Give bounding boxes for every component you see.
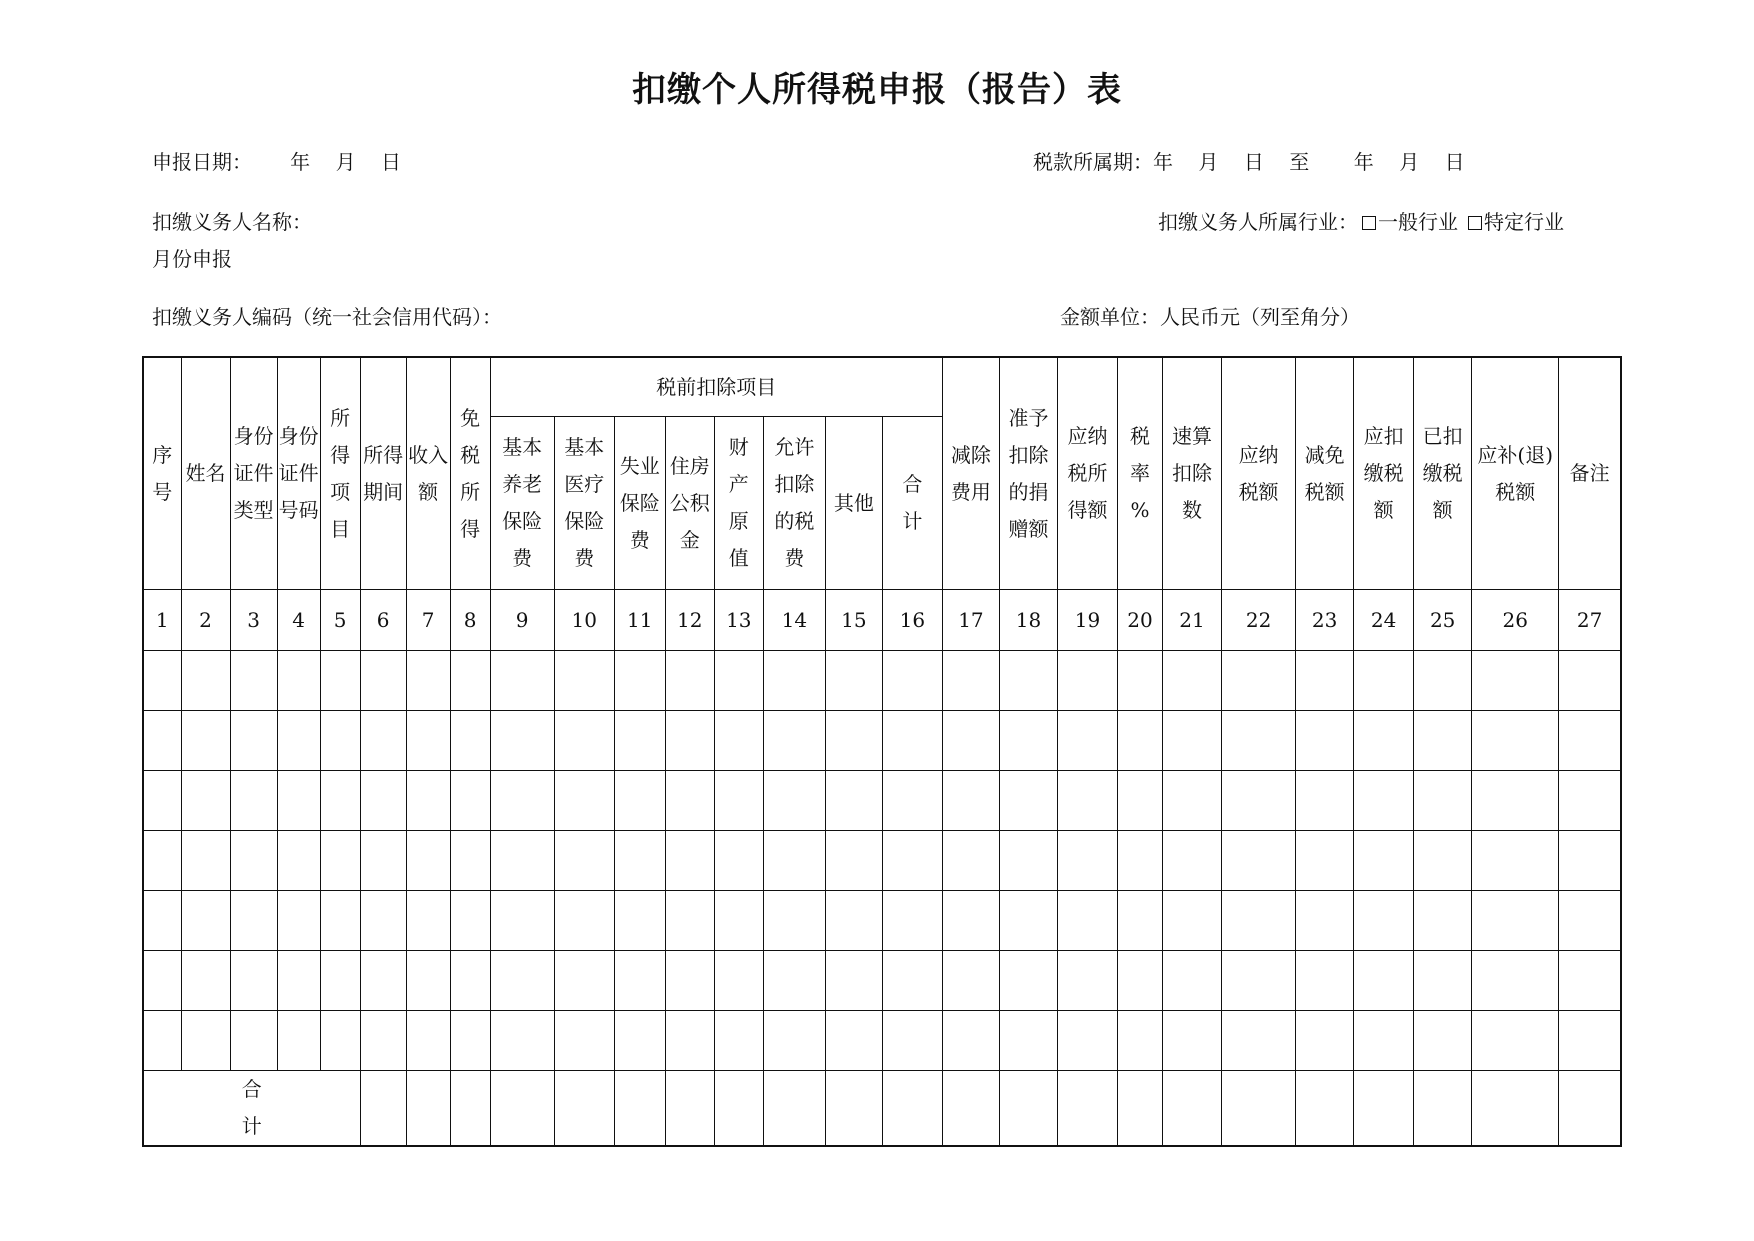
column-number: 24	[1354, 590, 1414, 651]
general-industry-checkbox[interactable]	[1362, 216, 1376, 230]
data-cell[interactable]	[490, 651, 554, 711]
data-cell[interactable]	[1414, 711, 1472, 771]
column-number: 1	[143, 590, 181, 651]
data-cell[interactable]	[360, 951, 406, 1011]
data-cell[interactable]	[1057, 1011, 1117, 1071]
data-cell[interactable]	[490, 771, 554, 831]
column-header: 序号	[143, 357, 181, 590]
data-cell[interactable]	[882, 771, 942, 831]
data-cell[interactable]	[763, 711, 825, 771]
data-cell[interactable]	[1559, 1011, 1621, 1071]
total-cell[interactable]	[882, 1071, 942, 1147]
data-cell[interactable]	[406, 891, 450, 951]
data-cell[interactable]	[143, 651, 181, 711]
data-cell[interactable]	[320, 711, 360, 771]
column-header: 速算 扣除 数	[1163, 357, 1222, 590]
data-cell[interactable]	[490, 831, 554, 891]
data-cell[interactable]	[554, 891, 614, 951]
column-number: 11	[614, 590, 665, 651]
total-cell[interactable]	[554, 1071, 614, 1147]
data-cell[interactable]	[450, 651, 490, 711]
column-number: 22	[1222, 590, 1296, 651]
data-cell[interactable]	[665, 951, 714, 1011]
data-cell[interactable]	[1222, 1011, 1296, 1071]
total-cell[interactable]	[665, 1071, 714, 1147]
data-cell[interactable]	[714, 1011, 763, 1071]
column-header: 身份 证件 号码	[277, 357, 320, 590]
data-cell[interactable]	[277, 711, 320, 771]
table-row	[143, 651, 1621, 711]
data-cell[interactable]	[490, 711, 554, 771]
data-cell[interactable]	[450, 771, 490, 831]
data-cell[interactable]	[1559, 651, 1621, 711]
data-cell[interactable]	[1472, 831, 1559, 891]
data-cell[interactable]	[277, 951, 320, 1011]
total-cell[interactable]	[1163, 1071, 1222, 1147]
data-cell[interactable]	[1472, 1011, 1559, 1071]
data-cell[interactable]	[714, 711, 763, 771]
data-cell[interactable]	[360, 651, 406, 711]
total-cell[interactable]	[763, 1071, 825, 1147]
column-number: 10	[554, 590, 614, 651]
data-cell[interactable]	[665, 891, 714, 951]
data-cell[interactable]	[1559, 891, 1621, 951]
column-header: 已扣 缴税 额	[1414, 357, 1472, 590]
column-number: 5	[320, 590, 360, 651]
data-cell[interactable]	[143, 711, 181, 771]
data-cell[interactable]	[1354, 651, 1414, 711]
data-cell[interactable]	[714, 831, 763, 891]
data-cell[interactable]	[181, 891, 230, 951]
total-cell[interactable]	[1354, 1071, 1414, 1147]
column-number: 9	[490, 590, 554, 651]
data-cell[interactable]	[1472, 771, 1559, 831]
data-cell[interactable]	[320, 891, 360, 951]
total-cell[interactable]	[1118, 1071, 1163, 1147]
data-cell[interactable]	[665, 711, 714, 771]
column-header: 基本 养老 保险 费	[490, 417, 554, 590]
data-cell[interactable]	[1222, 951, 1296, 1011]
total-cell[interactable]	[825, 1071, 882, 1147]
column-header: 应纳 税额	[1222, 357, 1296, 590]
data-cell[interactable]	[360, 891, 406, 951]
table-row	[143, 771, 1621, 831]
data-cell[interactable]	[1163, 651, 1222, 711]
data-cell[interactable]	[1222, 771, 1296, 831]
data-cell[interactable]	[1472, 891, 1559, 951]
data-cell[interactable]	[825, 1011, 882, 1071]
data-cell[interactable]	[1118, 651, 1163, 711]
column-header: 应纳 税所 得额	[1057, 357, 1117, 590]
total-cell[interactable]	[614, 1071, 665, 1147]
data-cell[interactable]	[763, 651, 825, 711]
data-cell[interactable]	[665, 831, 714, 891]
data-cell[interactable]	[277, 651, 320, 711]
column-header: 合 计	[882, 417, 942, 590]
column-number: 19	[1057, 590, 1117, 651]
general-industry-label: 一般行业	[1378, 210, 1458, 234]
data-cell[interactable]	[999, 891, 1057, 951]
data-cell[interactable]	[1222, 651, 1296, 711]
column-number: 12	[665, 590, 714, 651]
monthly-declare-label: 月份申报	[152, 247, 232, 271]
data-cell[interactable]	[554, 831, 614, 891]
column-number: 8	[450, 590, 490, 651]
data-cell[interactable]	[1163, 1011, 1222, 1071]
data-cell[interactable]	[1414, 1011, 1472, 1071]
data-cell[interactable]	[999, 651, 1057, 711]
data-cell[interactable]	[942, 651, 999, 711]
data-cell[interactable]	[360, 771, 406, 831]
special-industry-checkbox[interactable]	[1468, 216, 1482, 230]
data-cell[interactable]	[1296, 711, 1354, 771]
data-cell[interactable]	[360, 1011, 406, 1071]
data-cell[interactable]	[882, 651, 942, 711]
data-cell[interactable]	[825, 651, 882, 711]
column-number: 13	[714, 590, 763, 651]
column-number: 14	[763, 590, 825, 651]
data-cell[interactable]	[406, 771, 450, 831]
data-cell[interactable]	[1354, 951, 1414, 1011]
column-number: 23	[1296, 590, 1354, 651]
column-header: 免 税 所 得	[450, 357, 490, 590]
column-header: 允许 扣除 的税 费	[763, 417, 825, 590]
data-cell[interactable]	[1118, 771, 1163, 831]
data-cell[interactable]	[825, 831, 882, 891]
data-cell[interactable]	[825, 711, 882, 771]
total-cell[interactable]	[406, 1071, 450, 1147]
table-row	[143, 951, 1621, 1011]
data-cell[interactable]	[450, 951, 490, 1011]
column-header: 备注	[1559, 357, 1621, 590]
column-header: 应扣 缴税 额	[1354, 357, 1414, 590]
currency-unit: 金额单位：人民币元（列至角分）	[1060, 305, 1360, 329]
data-cell[interactable]	[1296, 831, 1354, 891]
data-cell[interactable]	[714, 951, 763, 1011]
total-cell[interactable]	[942, 1071, 999, 1147]
data-cell[interactable]	[406, 711, 450, 771]
column-number: 26	[1472, 590, 1559, 651]
data-cell[interactable]	[1559, 951, 1621, 1011]
total-cell[interactable]	[714, 1071, 763, 1147]
data-cell[interactable]	[1354, 891, 1414, 951]
data-cell[interactable]	[614, 891, 665, 951]
column-header: 收入 额	[406, 357, 450, 590]
page-title: 扣缴个人所得税申报（报告）表	[632, 70, 1122, 110]
data-cell[interactable]	[999, 831, 1057, 891]
data-cell[interactable]	[406, 1011, 450, 1071]
withholder-name-label: 扣缴义务人名称：	[152, 210, 312, 234]
data-cell[interactable]	[143, 951, 181, 1011]
data-cell[interactable]	[882, 951, 942, 1011]
total-cell[interactable]	[360, 1071, 406, 1147]
data-cell[interactable]	[614, 951, 665, 1011]
column-number: 20	[1118, 590, 1163, 651]
data-cell[interactable]	[1472, 711, 1559, 771]
data-cell[interactable]	[554, 711, 614, 771]
data-cell[interactable]	[665, 1011, 714, 1071]
data-cell[interactable]	[1163, 711, 1222, 771]
data-cell[interactable]	[1222, 891, 1296, 951]
tax-report-table	[142, 356, 1622, 1147]
data-cell[interactable]	[942, 831, 999, 891]
table-row	[143, 891, 1621, 951]
withholder-code-label: 扣缴义务人编码（统一社会信用代码）：	[152, 305, 502, 329]
data-cell[interactable]	[1222, 711, 1296, 771]
column-header: 其他	[825, 417, 882, 590]
column-header: 税 率 %	[1118, 357, 1163, 590]
data-cell[interactable]	[554, 1011, 614, 1071]
data-cell[interactable]	[1354, 831, 1414, 891]
tax-period: 税款所属期：年 月 日 至 年 月 日	[1033, 150, 1465, 174]
total-cell[interactable]	[1222, 1071, 1296, 1147]
data-cell[interactable]	[1163, 951, 1222, 1011]
data-cell[interactable]	[665, 771, 714, 831]
data-cell[interactable]	[277, 831, 320, 891]
data-cell[interactable]	[763, 771, 825, 831]
data-cell[interactable]	[1163, 831, 1222, 891]
column-number: 17	[942, 590, 999, 651]
data-cell[interactable]	[1354, 1011, 1414, 1071]
data-cell[interactable]	[1222, 831, 1296, 891]
data-cell[interactable]	[277, 891, 320, 951]
column-number: 7	[406, 590, 450, 651]
data-cell[interactable]	[999, 771, 1057, 831]
data-cell[interactable]	[825, 891, 882, 951]
total-label: 合计	[143, 1071, 360, 1147]
data-cell[interactable]	[665, 651, 714, 711]
data-cell[interactable]	[1057, 891, 1117, 951]
declare-date: 申报日期： 年 月 日	[152, 150, 402, 174]
data-cell[interactable]	[490, 1011, 554, 1071]
column-header: 应补(退) 税额	[1472, 357, 1559, 590]
data-cell[interactable]	[942, 1011, 999, 1071]
data-cell[interactable]	[614, 1011, 665, 1071]
data-cell[interactable]	[143, 891, 181, 951]
data-cell[interactable]	[614, 711, 665, 771]
data-cell[interactable]	[1057, 771, 1117, 831]
data-cell[interactable]	[1296, 771, 1354, 831]
data-cell[interactable]	[1414, 891, 1472, 951]
data-cell[interactable]	[1118, 1011, 1163, 1071]
data-cell[interactable]	[406, 951, 450, 1011]
data-cell[interactable]	[763, 1011, 825, 1071]
data-cell[interactable]	[143, 771, 181, 831]
total-row	[143, 1071, 1621, 1147]
column-header: 失业 保险 费	[614, 417, 665, 590]
data-cell[interactable]	[1559, 711, 1621, 771]
column-number: 27	[1559, 590, 1621, 651]
data-cell[interactable]	[1163, 891, 1222, 951]
pretax-deduction-group-header: 税前扣除项目	[490, 357, 942, 417]
data-cell[interactable]	[942, 891, 999, 951]
column-header: 所得 项目	[320, 357, 360, 590]
special-industry-label: 特定行业	[1484, 210, 1564, 234]
data-cell[interactable]	[825, 771, 882, 831]
column-number: 4	[277, 590, 320, 651]
column-header: 所得 期间	[360, 357, 406, 590]
industry-label: 扣缴义务人所属行业：	[1158, 210, 1358, 234]
data-cell[interactable]	[1118, 831, 1163, 891]
total-cell[interactable]	[450, 1071, 490, 1147]
total-cell[interactable]	[490, 1071, 554, 1147]
column-number: 3	[230, 590, 277, 651]
data-cell[interactable]	[230, 651, 277, 711]
data-cell[interactable]	[1414, 831, 1472, 891]
data-cell[interactable]	[320, 1011, 360, 1071]
data-cell[interactable]	[1296, 651, 1354, 711]
table-row	[143, 1011, 1621, 1071]
data-cell[interactable]	[882, 831, 942, 891]
data-cell[interactable]	[360, 831, 406, 891]
data-cell[interactable]	[1057, 831, 1117, 891]
column-header: 住房 公积 金	[665, 417, 714, 590]
data-cell[interactable]	[1354, 771, 1414, 831]
data-cell[interactable]	[230, 1011, 277, 1071]
data-cell[interactable]	[181, 711, 230, 771]
data-cell[interactable]	[999, 951, 1057, 1011]
data-cell[interactable]	[1472, 951, 1559, 1011]
data-cell[interactable]	[450, 1011, 490, 1071]
column-number: 15	[825, 590, 882, 651]
data-cell[interactable]	[714, 891, 763, 951]
data-cell[interactable]	[230, 711, 277, 771]
data-cell[interactable]	[230, 771, 277, 831]
column-header: 准予 扣除 的捐 赠额	[999, 357, 1057, 590]
data-cell[interactable]	[230, 891, 277, 951]
industry-field	[1158, 206, 1564, 235]
data-cell[interactable]	[181, 771, 230, 831]
data-cell[interactable]	[450, 711, 490, 771]
data-cell[interactable]	[490, 951, 554, 1011]
data-cell[interactable]	[763, 891, 825, 951]
data-cell[interactable]	[1296, 1011, 1354, 1071]
data-cell[interactable]	[230, 831, 277, 891]
data-cell[interactable]	[1057, 951, 1117, 1011]
data-cell[interactable]	[230, 951, 277, 1011]
data-cell[interactable]	[999, 1011, 1057, 1071]
total-cell[interactable]	[1296, 1071, 1354, 1147]
table-row	[143, 831, 1621, 891]
column-header: 姓名	[181, 357, 230, 590]
column-number: 25	[1414, 590, 1472, 651]
data-cell[interactable]	[181, 951, 230, 1011]
data-cell[interactable]	[143, 1011, 181, 1071]
data-cell[interactable]	[143, 831, 181, 891]
total-cell[interactable]	[1559, 1071, 1621, 1147]
data-cell[interactable]	[320, 651, 360, 711]
data-cell[interactable]	[554, 651, 614, 711]
column-header: 减免 税额	[1296, 357, 1354, 590]
data-cell[interactable]	[406, 651, 450, 711]
data-cell[interactable]	[882, 711, 942, 771]
data-cell[interactable]	[1057, 711, 1117, 771]
data-cell[interactable]	[882, 1011, 942, 1071]
data-cell[interactable]	[320, 951, 360, 1011]
data-cell[interactable]	[1559, 831, 1621, 891]
data-cell[interactable]	[1296, 891, 1354, 951]
data-cell[interactable]	[763, 951, 825, 1011]
column-number: 16	[882, 590, 942, 651]
total-cell[interactable]	[1057, 1071, 1117, 1147]
data-cell[interactable]	[181, 831, 230, 891]
data-cell[interactable]	[277, 771, 320, 831]
data-cell[interactable]	[1057, 651, 1117, 711]
data-cell[interactable]	[554, 771, 614, 831]
data-cell[interactable]	[999, 711, 1057, 771]
data-cell[interactable]	[1354, 711, 1414, 771]
column-number: 2	[181, 590, 230, 651]
data-cell[interactable]	[714, 771, 763, 831]
data-cell[interactable]	[614, 651, 665, 711]
data-cell[interactable]	[1118, 711, 1163, 771]
data-cell[interactable]	[554, 951, 614, 1011]
data-cell[interactable]	[1414, 951, 1472, 1011]
data-cell[interactable]	[181, 1011, 230, 1071]
data-cell[interactable]	[1118, 891, 1163, 951]
data-cell[interactable]	[320, 771, 360, 831]
data-cell[interactable]	[1118, 951, 1163, 1011]
total-cell[interactable]	[999, 1071, 1057, 1147]
data-cell[interactable]	[825, 951, 882, 1011]
data-cell[interactable]	[1559, 771, 1621, 831]
total-cell[interactable]	[1414, 1071, 1472, 1147]
table-row	[143, 711, 1621, 771]
data-cell[interactable]	[490, 891, 554, 951]
column-number: 21	[1163, 590, 1222, 651]
data-cell[interactable]	[1414, 651, 1472, 711]
data-cell[interactable]	[714, 651, 763, 711]
data-cell[interactable]	[450, 891, 490, 951]
data-cell[interactable]	[942, 951, 999, 1011]
data-cell[interactable]	[450, 831, 490, 891]
data-cell[interactable]	[942, 771, 999, 831]
data-cell[interactable]	[1472, 651, 1559, 711]
data-cell[interactable]	[277, 1011, 320, 1071]
data-cell[interactable]	[763, 831, 825, 891]
data-cell[interactable]	[360, 711, 406, 771]
column-number: 18	[999, 590, 1057, 651]
data-cell[interactable]	[882, 891, 942, 951]
data-cell[interactable]	[942, 711, 999, 771]
data-cell[interactable]	[1296, 951, 1354, 1011]
data-cell[interactable]	[1414, 771, 1472, 831]
data-cell[interactable]	[614, 771, 665, 831]
data-cell[interactable]	[181, 651, 230, 711]
column-number: 6	[360, 590, 406, 651]
data-cell[interactable]	[614, 831, 665, 891]
column-header: 身份 证件 类型	[230, 357, 277, 590]
data-cell[interactable]	[320, 831, 360, 891]
column-header: 基本 医疗 保险 费	[554, 417, 614, 590]
data-cell[interactable]	[406, 831, 450, 891]
data-cell[interactable]	[1163, 771, 1222, 831]
total-cell[interactable]	[1472, 1071, 1559, 1147]
column-header: 减除 费用	[942, 357, 999, 590]
column-header: 财 产 原 值	[714, 417, 763, 590]
